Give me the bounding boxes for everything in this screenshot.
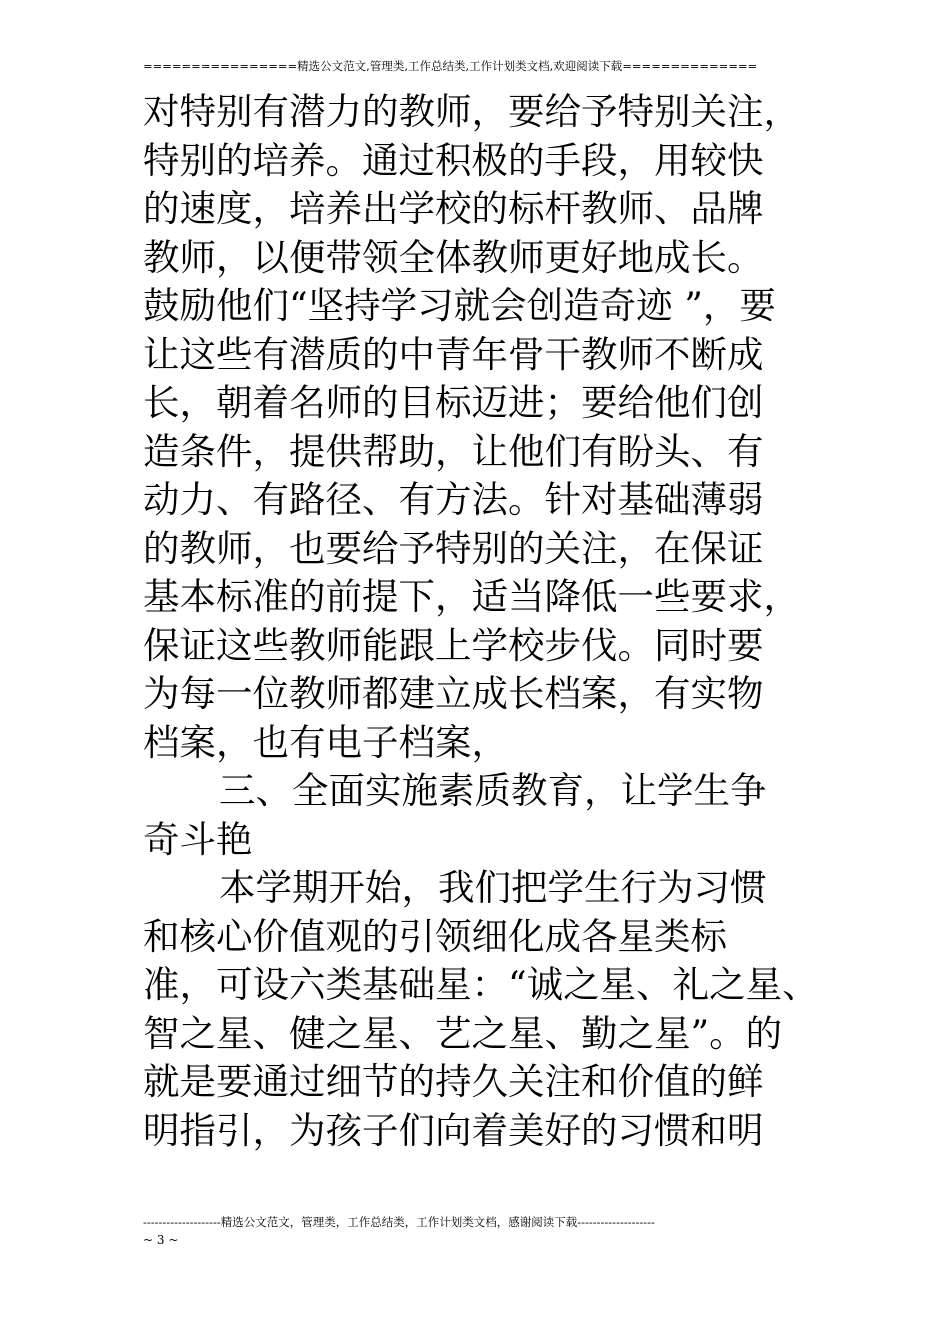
text-line: 基本标准的前提下，适当降低一些要求，: [143, 575, 800, 618]
text-line: 特别的培养。通过积极的手段，用较快: [143, 138, 764, 182]
text-line: 为每一位教师都建立成长档案，有实物: [143, 672, 764, 715]
page-header: ================精选公文范文,管理类,工作总结类,工作计划类文档,欢迎阅读下载==============: [143, 59, 758, 73]
text-line: 准，可设六类基础星：“诚之星、礼之星、: [143, 963, 819, 1006]
document-body: [143, 88, 819, 1155]
text-line: 造条件，提供帮助，让他们有盼头、有: [143, 429, 764, 473]
text-line: 和核心价值观的引领细化成各星类标: [143, 914, 727, 958]
page-number: ~ 3 ~: [143, 1233, 179, 1247]
text-line: 保证这些教师能跟上学校步伐。同时要: [143, 623, 764, 667]
text-line: 让这些有潜质的中青年骨干教师不断成: [143, 332, 764, 376]
text-line: 智之星、健之星、艺之星、勤之星”。的: [143, 1011, 783, 1055]
text-line: 教师，以便带领全体教师更好地成长。: [143, 235, 764, 279]
text-line: 明指引，为孩子们向着美好的习惯和明: [143, 1108, 764, 1152]
section-heading: 三、全面实施素质教育，让学生争: [219, 769, 767, 812]
page-footer: --------------------精选公文范文，管理类，工作总结类，工作计划类文档，感谢阅读下载--------------------: [143, 1215, 655, 1229]
section-heading-continued: 奇斗艳: [143, 817, 253, 861]
text-line: 档案，也有电子档案，: [143, 720, 508, 764]
text-line: 长，朝着名师的目标迈进；要给他们创: [143, 381, 764, 424]
text-line: 鼓励他们“坚持学习就会创造奇迹 ”，要: [143, 284, 776, 327]
text-line: 就是要通过细节的持久关注和价值的鲜: [143, 1060, 764, 1103]
text-line: 动力、有路径、有方法。针对基础薄弱: [143, 478, 764, 521]
paragraph-start: 本学期开始，我们把学生行为习惯: [219, 866, 767, 909]
text-line: 对特别有潜力的教师，要给予特别关注，: [143, 90, 800, 133]
text-line: 的教师，也要给予特别的关注，在保证: [143, 526, 764, 570]
text-line: 的速度，培养出学校的标杆教师、品牌: [143, 187, 764, 230]
